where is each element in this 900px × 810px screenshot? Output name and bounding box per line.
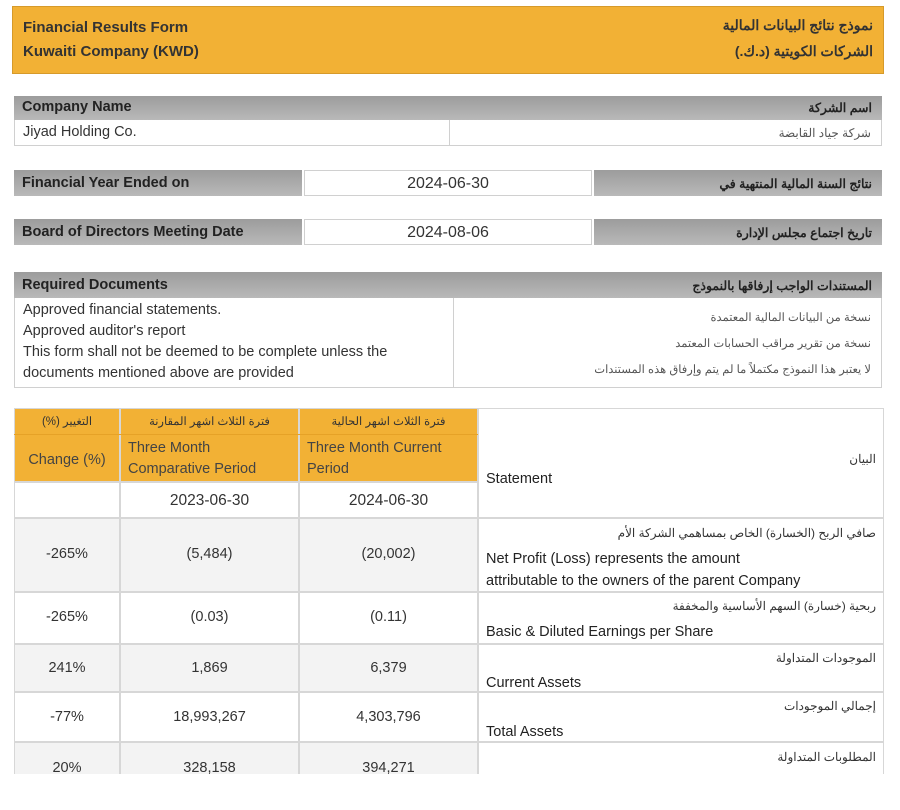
statement-label-en: Net Profit (Loss) represents the amount [486,551,740,567]
col-current-label-en-2: Period [307,461,349,477]
current-value: (20,002) [361,546,416,562]
statement-label-ar: الموجودات المتداولة [775,651,876,665]
company-name-label-ar: اسم الشركة [808,101,872,115]
statement-label-ar: صافي الربح (الخسارة) الخاص بمساهمي الشركة الأم [617,526,876,540]
board-meeting-value: 2024-08-06 [407,224,489,241]
col-comparative-label-en-1: Three Month [128,440,211,456]
statement-label-en: Total Assets [486,724,564,740]
col-change-label-en: Change (%) [28,452,106,468]
financial-year-value-box [304,170,592,196]
header-title-en: Financial Results Form [23,19,189,36]
header-subtitle-en: Kuwaiti Company (KWD) [23,43,199,60]
current-value: (0.11) [370,609,407,625]
company-name-value-ar: شركة جياد القابضة [778,126,871,140]
company-name-divider [449,120,450,145]
current-value: 6,379 [370,660,407,676]
change-value: 241% [48,660,86,676]
comparative-value: (5,484) [186,546,233,562]
required-doc-item-ar: نسخة من تقرير مراقب الحسابات المعتمد [675,338,871,350]
comparative-period-date: 2023-06-30 [169,492,250,509]
change-value: -265% [46,546,88,562]
company-name-label-en: Company Name [22,99,132,115]
comparative-value: 328,158 [183,760,236,774]
required-doc-item-ar: لا يعتبر هذا النموذج مكتملاً ما لم يتم وإرفاق هذه المستندات [594,364,871,376]
board-meeting-label-en: Board of Directors Meeting Date [22,224,244,240]
statement-label-ar: المطلوبات المتداولة [777,750,876,764]
col-statement-header [478,408,884,518]
statement-label-en: Basic & Diluted Earnings per Share [486,624,714,640]
current-value: 4,303,796 [356,709,421,725]
board-meeting-label-ar: تاريخ اجتماع مجلس الإدارة [736,226,872,240]
statement-label-ar: إجمالي الموجودات [783,699,876,713]
header-title-ar: نموذج نتائج البيانات المالية [722,17,873,33]
financial-year-label-ar-box [594,170,882,196]
financial-year-value: 2024-06-30 [407,175,489,192]
date-row-change-cell [14,482,120,518]
results-table [14,408,884,774]
board-meeting-value-box [304,219,592,245]
required-docs-label-ar: المستندات الواجب إرفاقها بالنموذج [692,279,872,293]
statement-label-en: Current Assets [486,675,582,691]
col-current-label-en-1: Three Month Current [307,440,442,456]
board-meeting-label-box [14,219,302,245]
required-doc-item-en: documents mentioned above are provided [23,365,294,381]
financial-year-label-ar: نتائج السنة المالية المنتهية في [719,177,872,191]
company-name-value-row [14,120,882,146]
current-period-date: 2024-06-30 [348,492,429,509]
statement-label-en: attributable to the owners of the parent Company [486,573,801,589]
comparative-value: 18,993,267 [173,709,246,725]
board-meeting-label-ar-box [594,219,882,245]
required-docs-divider [453,298,454,387]
required-doc-item-en: Approved auditor's report [23,323,186,339]
change-value: -77% [50,709,84,725]
required-doc-item-ar: نسخة من البيانات المالية المعتمدة [710,312,871,324]
col-comparative-label-en-2: Comparative Period [128,461,257,477]
col-statement-label-ar: البيان [849,452,876,466]
col-change-label-ar: التغيير (%) [41,416,93,428]
required-docs-header [14,272,882,298]
company-name-header [14,96,882,120]
required-docs-body [14,298,882,388]
financial-year-label-en: Financial Year Ended on [22,175,190,191]
statement-label-ar: ربحية (خسارة) السهم الأساسية والمخففة [672,599,876,613]
company-name-value-en: Jiyad Holding Co. [23,124,137,140]
header-separator [14,434,478,435]
col-statement-label-en: Statement [486,471,553,487]
col-current-label-ar: فترة الثلاث اشهر الحالية [331,416,446,428]
col-comparative-label-ar: فترة الثلاث اشهر المقارنة [149,416,270,428]
financial-year-label-box [14,170,302,196]
header-subtitle-ar: الشركات الكويتية (د.ك.) [734,43,873,59]
form-header [12,6,884,74]
required-doc-item-en: This form shall not be deemed to be complete unless the [23,344,388,360]
current-value: 394,271 [362,760,415,774]
change-value: -265% [46,609,88,625]
comparative-value: 1,869 [191,660,228,676]
change-value: 20% [52,760,82,774]
required-doc-item-en: Approved financial statements. [23,302,222,318]
required-docs-label-en: Required Documents [22,277,168,293]
comparative-value: (0.03) [190,609,229,625]
